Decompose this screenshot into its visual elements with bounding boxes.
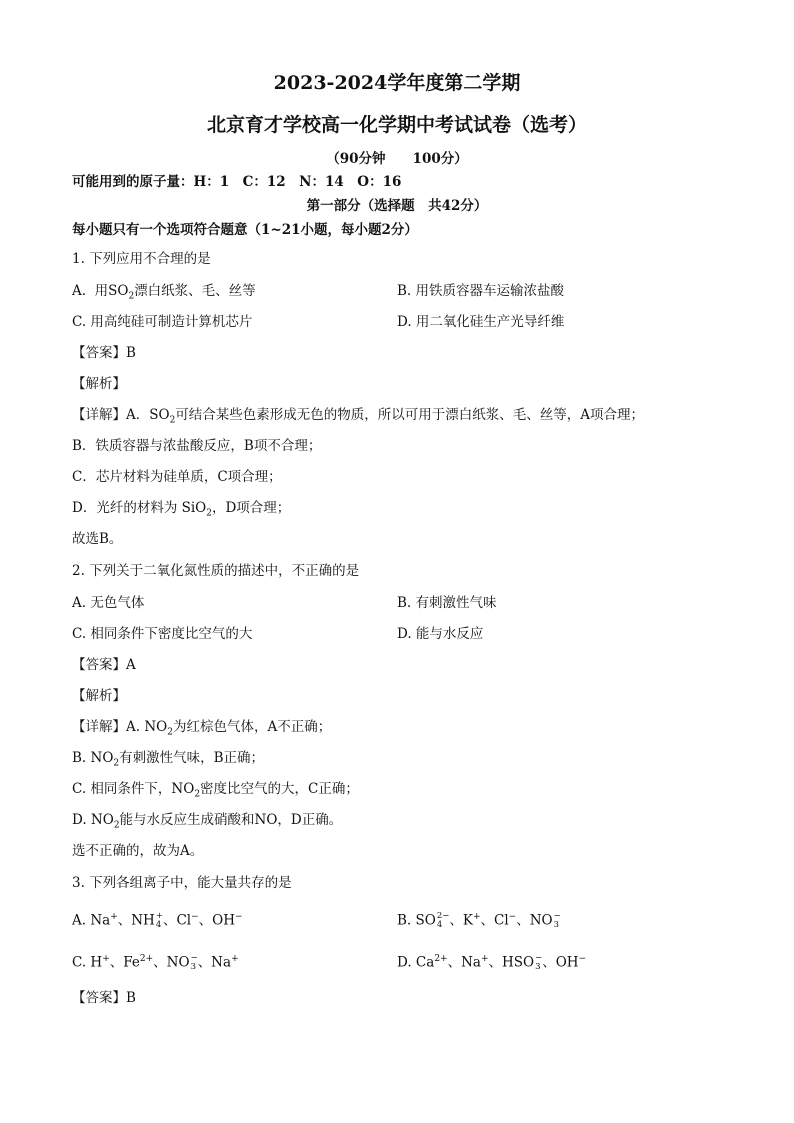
q1-detail-d-sub: 2 <box>206 508 212 519</box>
q3-b-no-stack <box>554 912 561 930</box>
q1-option-a <box>72 282 256 306</box>
q3-d-ca-charge: 2+ <box>434 954 448 964</box>
q2-conclusion: 选不正确的，故为A。 <box>72 843 204 859</box>
q3-c-no-count: 3 <box>190 962 196 972</box>
q1-option-a-sub: 2 <box>128 291 135 302</box>
q2-detail-b-sub: 2 <box>113 758 120 769</box>
q1-option-a-text: A. 用SO <box>72 283 129 299</box>
q3-b-cl-charge: − <box>508 912 517 922</box>
q3-d-hso-count: 3 <box>535 962 541 972</box>
q3-c-h-charge: + <box>102 954 110 964</box>
q2-detail-b-rest: 有刺激性气味，B正确； <box>119 750 265 766</box>
q3-b-so-count: 4 <box>436 920 443 930</box>
q2-option-c: C. 相同条件下密度比空气的大 <box>72 626 253 642</box>
q1-detail-a-rest: 可结合某些色素形成无色的物质，所以可用于漂白纸浆、毛、丝等，A项合理； <box>175 407 645 423</box>
q2-detail-b <box>72 749 264 773</box>
q3-c-h: C. H <box>72 954 103 971</box>
q3-a-na: A. Na <box>72 912 111 929</box>
q3-a-cl-charge: − <box>191 912 199 922</box>
q3-a-nh-charge: + <box>155 911 163 921</box>
q3-b-k-charge: + <box>472 912 481 922</box>
q3-c-no-stack <box>191 954 198 972</box>
q3-answer: 【答案】B <box>72 990 136 1006</box>
q2-detail-a <box>72 718 331 742</box>
q3-d-hso-charge: − <box>535 953 543 963</box>
q3-a-oh: 、OH <box>198 912 236 929</box>
q2-detail-b-text: B. NO <box>72 750 114 766</box>
q3-a-nh-count: 4 <box>155 920 162 930</box>
q1-detail-d <box>72 499 290 523</box>
q3-stem: 3. 下列各组离子中，能大量共存的是 <box>72 875 292 891</box>
q1-detail-d-rest: ，D项合理； <box>211 500 291 516</box>
q3-c-na-charge: + <box>231 954 239 964</box>
q3-b-no: 、NO <box>516 912 553 929</box>
q3-c-no: 、NO <box>153 954 190 971</box>
q2-detail-c-sub: 2 <box>194 789 201 800</box>
q3-a-nh-stack <box>156 912 163 930</box>
q2-detail-d-sub: 2 <box>113 820 120 831</box>
q3-b-so-stack <box>437 912 450 930</box>
q3-a-oh-charge: − <box>235 912 243 922</box>
q2-option-b: B. 有刺激性气味 <box>397 595 497 611</box>
q3-d-ca: D. Ca <box>397 954 435 971</box>
exam-duration: （90分钟 100分） <box>326 151 468 167</box>
q3-option-b <box>397 908 561 930</box>
instruction: 每小题只有一个选项符合题意（1~21小题，每小题2分） <box>72 222 418 238</box>
q1-option-c: C. 用高纯硅可制造计算机芯片 <box>72 314 253 330</box>
q1-stem: 1. 下列应用不合理的是 <box>72 251 211 267</box>
q1-detail-a-text: 【详解】A．SO <box>72 407 170 423</box>
q3-option-c <box>72 950 239 972</box>
q3-b-so-charge: 2− <box>436 911 450 921</box>
q1-detail-a <box>72 406 644 430</box>
q1-option-b: B. 用铁质容器车运输浓盐酸 <box>397 283 565 299</box>
q3-b-cl: 、Cl <box>480 912 509 929</box>
q2-option-d: D. 能与水反应 <box>397 626 484 642</box>
q3-c-fe: 、Fe <box>109 954 140 971</box>
page-title-exam: 北京育才学校高一化学期中考试试卷（选考） <box>206 114 587 136</box>
q2-detail-d-text: D. NO <box>72 812 114 828</box>
q2-detail-d <box>72 811 342 835</box>
q3-b-k: 、K <box>449 912 473 929</box>
q3-c-no-charge: − <box>190 953 198 963</box>
q1-conclusion: 故选B。 <box>72 531 123 547</box>
q3-d-oh-charge: − <box>578 954 587 964</box>
q2-detail-a-rest: 为红棕色气体，A不正确； <box>172 719 332 735</box>
q3-option-d <box>397 950 586 972</box>
q2-stem: 2. 下列关于二氧化氮性质的描述中，不正确的是 <box>72 563 360 579</box>
q1-answer: 【答案】B <box>72 345 136 361</box>
q1-option-d: D. 用二氧化硅生产光导纤维 <box>397 314 565 330</box>
q3-a-na-charge: + <box>110 912 118 922</box>
q2-option-a: A. 无色气体 <box>72 595 145 611</box>
q2-analysis-heading: 【解析】 <box>72 688 126 704</box>
q3-b-no-count: 3 <box>553 920 560 930</box>
q1-detail-c: C．芯片材料为硅单质，C项合理； <box>72 469 282 485</box>
q2-detail-d-rest: 能与水反应生成硝酸和NO，D正确。 <box>119 812 343 828</box>
q3-c-fe-charge: 2+ <box>139 954 154 964</box>
q3-d-hso: 、HSO <box>488 954 535 971</box>
q2-detail-c-text: C. 相同条件下，NO <box>72 781 195 797</box>
q2-detail-a-text: 【详解】A. NO <box>72 719 168 735</box>
atomic-masses: 可能用到的原子量：H：1 C：12 N：14 O：16 <box>72 174 402 190</box>
q3-b-no-charge: − <box>553 911 561 921</box>
q2-answer: 【答案】A <box>72 657 136 673</box>
page-title-year: 2023-2024学年度第二学期 <box>273 72 521 94</box>
q3-d-na-charge: + <box>480 954 489 964</box>
q3-c-na: 、Na <box>197 954 232 971</box>
q3-a-nh: 、NH <box>117 912 155 929</box>
q1-detail-a-sub: 2 <box>169 415 176 426</box>
q1-detail-b: B．铁质容器与浓盐酸反应，B项不合理； <box>72 438 322 454</box>
q1-option-a-rest: 漂白纸浆、毛、丝等 <box>134 283 256 299</box>
q3-d-oh: 、OH <box>542 954 579 971</box>
part-title: 第一部分（选择题 共42分） <box>306 198 488 214</box>
q3-a-cl: 、Cl <box>162 912 192 929</box>
q2-detail-a-sub: 2 <box>167 727 173 738</box>
q3-d-na: 、Na <box>447 954 481 971</box>
q1-analysis-heading: 【解析】 <box>72 376 126 392</box>
q3-option-a <box>72 908 243 930</box>
q1-detail-d-text: D．光纤的材料为 SiO <box>72 500 207 516</box>
q3-b-so: B. SO <box>397 912 436 929</box>
q2-detail-c-rest: 密度比空气的大，C正确； <box>200 781 359 797</box>
q2-detail-c <box>72 780 359 804</box>
